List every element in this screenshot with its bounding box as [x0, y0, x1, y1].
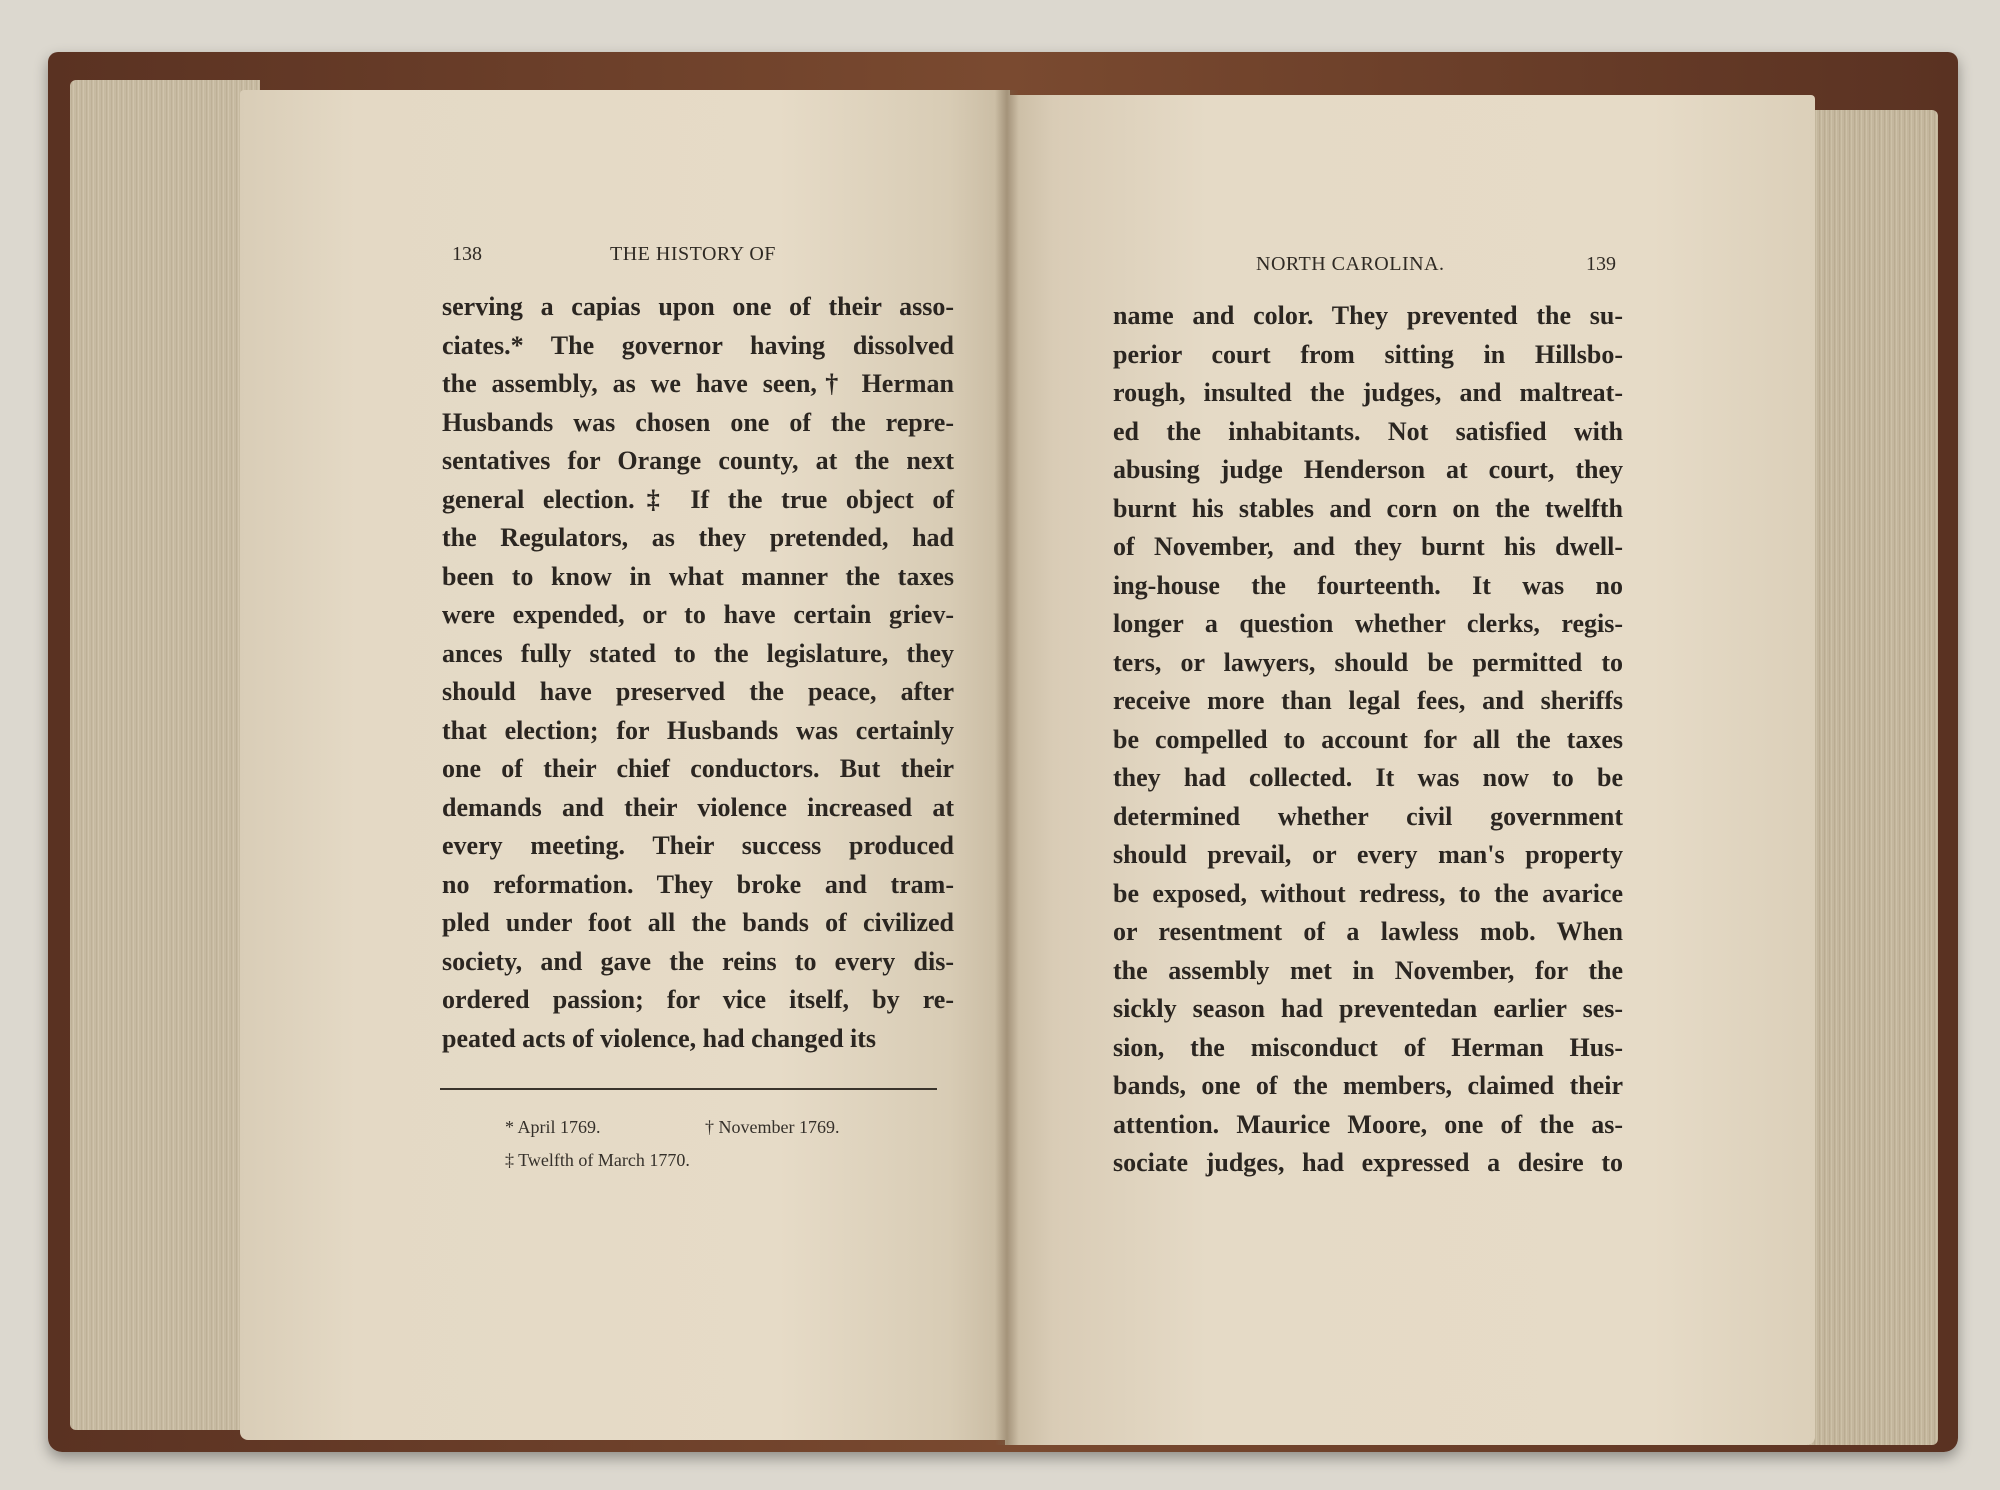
text-line: Husbands was chosen one of the repre-	[442, 407, 954, 437]
right-page-text	[1113, 297, 1623, 1183]
text-line: be compelled to account for all the taxes	[1113, 724, 1623, 754]
text-line: peated acts of violence, had changed its	[442, 1023, 877, 1053]
left-running-head: THE HISTORY OF	[610, 243, 776, 265]
text-line: the assembly met in November, for the	[1113, 955, 1623, 985]
text-line: be exposed, without redress, to the avarice	[1113, 878, 1623, 908]
text-line: no reformation. They broke and tram-	[442, 869, 954, 899]
text-line: rough, insulted the judges, and maltreat-	[1113, 378, 1623, 407]
left-page-text	[442, 288, 954, 1058]
text-line: ordered passion; for vice itself, by re-	[442, 985, 954, 1014]
text-line: pled under foot all the bands of civilized	[442, 908, 954, 937]
text-line: perior court from sitting in Hillsbo-	[1113, 339, 1623, 369]
text-line: sentatives for Orange county, at the next	[442, 446, 954, 475]
text-line: demands and their violence increased at	[442, 792, 954, 822]
right-page-number: 139	[1586, 253, 1616, 275]
text-line: ed the inhabitants. Not satisfied with	[1113, 416, 1623, 446]
text-line: general election.‡ If the true object of	[442, 484, 954, 514]
text-line: every meeting. Their success produced	[442, 831, 954, 860]
text-line: or resentment of a lawless mob. When	[1113, 917, 1623, 946]
text-line: were expended, or to have certain griev-	[442, 600, 954, 629]
text-line: of November, and they burnt his dwell-	[1113, 532, 1623, 561]
text-line: ciates.* The governor having dissolved	[442, 330, 954, 360]
left-page-number: 138	[452, 243, 482, 265]
text-line: bands, one of the members, claimed their	[1113, 1071, 1623, 1100]
text-line: ances fully stated to the legislature, they	[442, 638, 954, 668]
text-line: should prevail, or every man's property	[1113, 840, 1623, 869]
book-gutter	[995, 90, 1019, 1445]
footnote-2: † November 1769.	[705, 1117, 840, 1137]
text-line: the Regulators, as they pretended, had	[442, 523, 954, 552]
text-line: been to know in what manner the taxes	[442, 561, 954, 591]
text-line: burnt his stables and corn on the twelfth	[1113, 493, 1623, 523]
text-line: name and color. They prevented the su-	[1113, 301, 1623, 330]
text-line: they had collected. It was now to be	[1113, 763, 1623, 792]
left-page-edges	[70, 80, 260, 1430]
footnote-3: ‡ Twelfth of March 1770.	[505, 1150, 690, 1170]
text-line: that election; for Husbands was certainly	[442, 715, 954, 745]
text-line: sion, the misconduct of Herman Hus-	[1113, 1032, 1623, 1062]
text-line: determined whether civil government	[1113, 801, 1623, 831]
footnote-rule	[440, 1088, 937, 1090]
text-line: serving a capias upon one of their asso-	[442, 292, 954, 321]
text-line: sickly season had preventedan earlier ses-	[1113, 994, 1623, 1023]
text-line: abusing judge Henderson at court, they	[1113, 455, 1623, 484]
right-running-head: NORTH CAROLINA.	[1256, 253, 1445, 275]
text-line: receive more than legal fees, and sheriffs	[1113, 686, 1623, 715]
text-line: society, and gave the reins to every dis-	[442, 946, 954, 976]
text-line: one of their chief conductors. But their	[442, 754, 954, 783]
text-line: attention. Maurice Moore, one of the as-	[1113, 1109, 1623, 1139]
text-line: longer a question whether clerks, regis-	[1113, 609, 1623, 638]
text-line: sociate judges, had expressed a desire to	[1113, 1148, 1623, 1177]
text-line: should have preserved the peace, after	[442, 677, 954, 706]
text-line: ing-house the fourteenth. It was no	[1113, 570, 1623, 600]
footnote-1: * April 1769.	[505, 1117, 601, 1137]
text-line: the assembly, as we have seen,† Herman	[442, 369, 954, 398]
right-page-edges	[1808, 110, 1938, 1445]
text-line: ters, or lawyers, should be permitted to	[1113, 647, 1623, 677]
